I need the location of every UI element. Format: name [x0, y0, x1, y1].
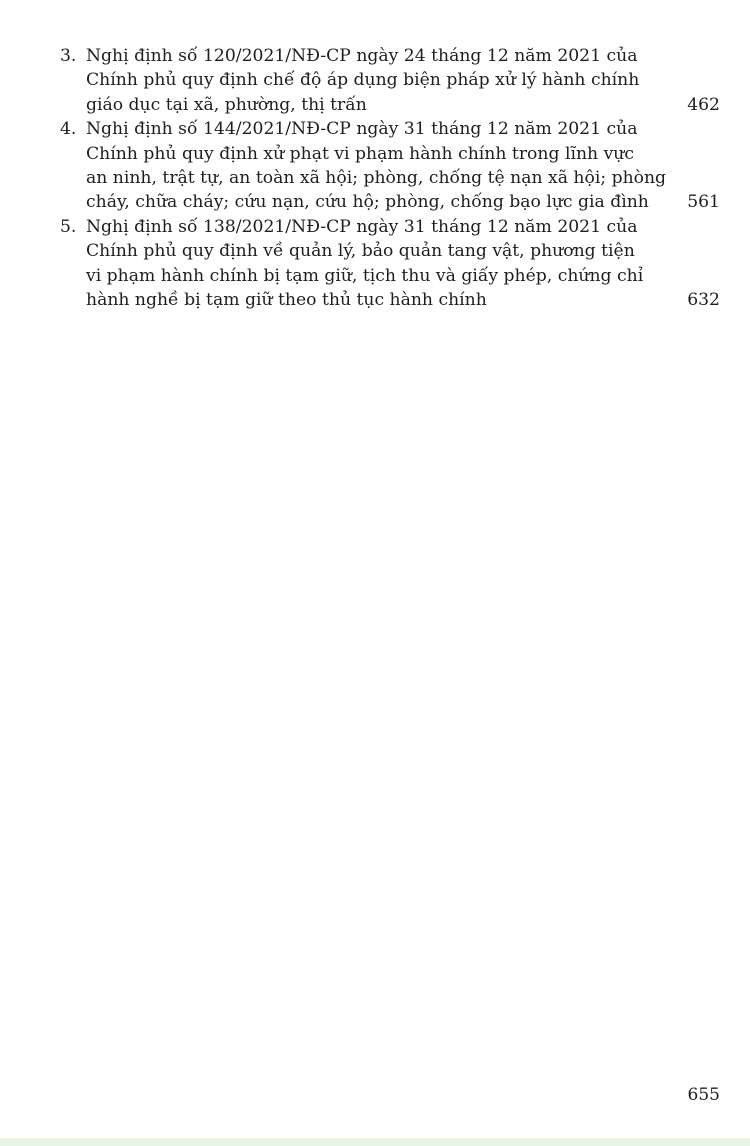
- entry-page-number: 561: [687, 192, 720, 213]
- entry-line: Chính phủ quy định xử phạt vi phạm hành chính trong lĩnh vực: [86, 143, 634, 164]
- entry-line: Chính phủ quy định chế độ áp dụng biện pháp xử lý hành chính: [86, 70, 640, 91]
- table-of-contents: [60, 44, 720, 312]
- page-number: 655: [687, 1085, 720, 1105]
- toc-entry-3: [60, 44, 720, 117]
- entry-line: Nghị định số 120/2021/NĐ-CP ngày 24 tháng 12 năm 2021 của: [86, 46, 638, 66]
- entry-number: 4.: [60, 119, 77, 140]
- toc-entry-4: [60, 117, 720, 215]
- entry-number: 3.: [60, 46, 77, 66]
- entry-number: 5.: [60, 216, 77, 237]
- entry-text: [86, 117, 720, 215]
- entry-line: Nghị định số 144/2021/NĐ-CP ngày 31 tháng 12 năm 2021 của: [86, 119, 638, 140]
- entry-page-number: 462: [687, 94, 720, 115]
- entry-line: an ninh, trật tự, an toàn xã hội; phòng, chống tệ nạn xã hội; phòng: [86, 168, 667, 189]
- toc-entry-5: [60, 215, 720, 313]
- entry-line: cháy, chữa cháy; cứu nạn, cứu hộ; phòng, chống bạo lực gia đình: [86, 192, 649, 213]
- entry-text: [86, 215, 720, 313]
- entry-line: Nghị định số 138/2021/NĐ-CP ngày 31 tháng 12 năm 2021 của: [86, 216, 638, 237]
- entry-text: [86, 44, 720, 117]
- entry-page-number: 632: [687, 290, 720, 311]
- entry-line: giáo dục tại xã, phường, thị trấn: [86, 94, 367, 115]
- entry-line: hành nghề bị tạm giữ theo thủ tục hành chính: [86, 290, 487, 311]
- page-edge: [0, 1138, 750, 1146]
- entry-line: Chính phủ quy định về quản lý, bảo quản tang vật, phương tiện: [86, 241, 635, 262]
- entry-line: vi phạm hành chính bị tạm giữ, tịch thu và giấy phép, chứng chỉ: [86, 265, 644, 286]
